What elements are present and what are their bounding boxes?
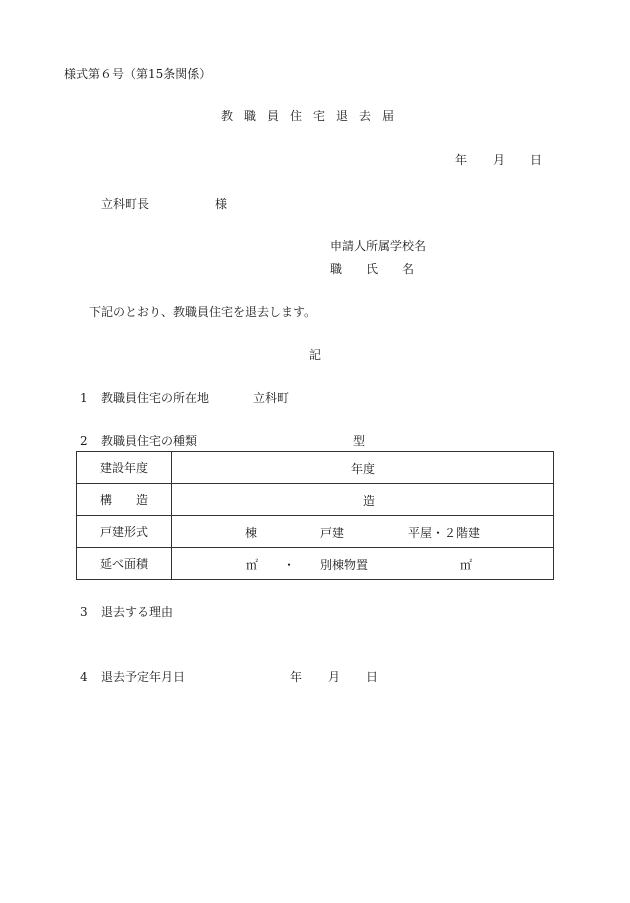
applicant-school-label: 申請人所属学校名 [330,239,427,253]
row-value-construction-year [172,452,554,484]
document-title: 教職員住宅退去届 [221,109,406,123]
row-label-construction-year: 建設年度 [77,452,172,484]
row-label-floor-area: 延べ面積 [77,548,172,580]
item-3-label: 退去する理由 [101,605,174,619]
date-month: 月 [493,153,506,167]
cell-text: ㎡ [246,558,259,572]
item-1-value: 立科町 [253,391,290,405]
cell-text: 平屋・２階建 [408,526,481,540]
item-4-number: 4 [80,670,88,684]
intro-text: 下記のとおり、教職員住宅を退去します。 [89,305,317,319]
row-label-structure: 構 造 [77,484,172,516]
item-2-number: 2 [80,434,88,448]
table-row [77,452,554,484]
addressee-name: 立科町長 [101,197,150,211]
item-2-label: 教職員住宅の種類 [101,434,198,448]
item-1-number: 1 [80,391,88,405]
ki-heading: 記 [309,348,322,362]
addressee-honorific: 様 [215,197,228,211]
item-3-number: 3 [80,605,88,619]
form-number: 様式第６号（第15条関係） [64,67,212,81]
cell-text: 棟 [245,526,258,540]
row-value-floor-area [172,548,554,580]
date-year: 年 [455,153,468,167]
table-row [77,484,554,516]
row-label-house-form: 戸建形式 [77,516,172,548]
item-1-label: 教職員住宅の所在地 [101,391,210,405]
table-row [77,516,554,548]
cell-text: 造 [363,494,376,508]
cell-text: 別棟物置 [320,558,369,572]
item-2-type-suffix: 型 [353,434,366,448]
row-value-structure [172,484,554,516]
item-4-day: 日 [366,670,379,684]
applicant-name-label: 職 氏 名 [330,262,415,276]
item-4-label: 退去予定年月日 [101,670,186,684]
cell-text: ㎡ [460,558,473,572]
table-row [77,548,554,580]
housing-table [76,451,554,580]
cell-text: 戸建 [320,526,345,540]
cell-text: ・ [283,558,296,572]
item-4-month: 月 [328,670,341,684]
item-4-year: 年 [290,670,303,684]
row-value-house-form [172,516,554,548]
date-day: 日 [530,153,543,167]
cell-text: 年度 [351,462,376,476]
